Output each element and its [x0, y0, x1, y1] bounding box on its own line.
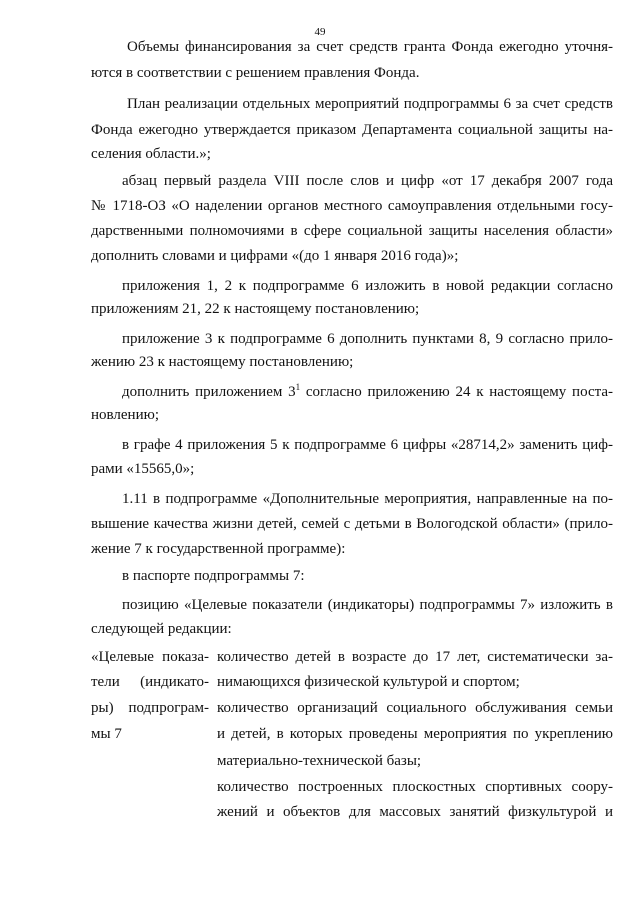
text-line: ются в соответствии с решением правления Фонда.	[91, 65, 420, 81]
table-cell-left-line: мы 7	[91, 726, 122, 742]
table-cell-right-line: нимающихся физической культурой и спортом;	[217, 674, 520, 690]
text-line: следующей редакции:	[91, 621, 232, 637]
text-fragment: дополнить приложением 3	[122, 384, 296, 400]
table-cell-left-line: тели (индикато-	[91, 674, 209, 690]
table-cell-right-line: количество организаций социального обслуживания семьи	[217, 700, 613, 716]
text-line: приложение 3 к подпрограмме 6 дополнить пунктами 8, 9 согласно прило-	[122, 331, 613, 347]
text-line: вышение качества жизни детей, семей с детьми в Вологодской области» (прило-	[91, 516, 613, 532]
text-line: жению 23 к настоящему постановлению;	[91, 354, 354, 370]
text-line: План реализации отдельных мероприятий подпрограммы 6 за счет средств	[127, 96, 613, 112]
table-cell-right-line: количество построенных плоскостных спортивных соору-	[217, 779, 613, 795]
text-line: селения области.»;	[91, 146, 211, 162]
table-cell-right-line: материально-технической базы;	[217, 753, 422, 769]
text-line: абзац первый раздела VIII после слов и цифр «от 17 декабря 2007 года	[122, 173, 613, 189]
text-line: дополнить словами и цифрами «(до 1 января 2016 года)»;	[91, 248, 459, 264]
text-line: № 1718-ОЗ «О наделении органов местного самоуправления отдельными госу-	[91, 198, 613, 214]
table-cell-left-line: «Целевые показа-	[91, 649, 209, 665]
text-line: Объемы финансирования за счет средств гранта Фонда ежегодно уточня-	[127, 39, 613, 55]
text-line: рами «15565,0»;	[91, 461, 195, 477]
text-line: позицию «Целевые показатели (индикаторы) подпрограммы 7» изложить в	[122, 597, 613, 613]
text-line: приложениям 21, 22 к настоящему постановлению;	[91, 301, 420, 317]
text-line	[122, 383, 613, 401]
text-line: дарственными полномочиями в сфере социальной защиты населения области»	[91, 223, 613, 239]
text-line: 1.11 в подпрограмме «Дополнительные мероприятия, направленные на по-	[122, 491, 613, 507]
superscript: 1	[295, 382, 301, 392]
text-line: в графе 4 приложения 5 к подпрограмме 6 цифры «28714,2» заменить циф-	[122, 437, 613, 453]
text-line: Фонда ежегодно утверждается приказом Департамента социальной защиты на-	[91, 122, 613, 138]
text-line: в паспорте подпрограммы 7:	[122, 568, 305, 584]
page-number: 49	[314, 26, 326, 38]
text-line: приложения 1, 2 к подпрограмме 6 изложить в новой редакции согласно	[122, 278, 613, 294]
text-line: новлению;	[91, 407, 159, 423]
text-line: жение 7 к государственной программе):	[91, 541, 346, 557]
table-cell-right-line: количество детей в возрасте до 17 лет, систематически за-	[217, 649, 613, 665]
table-cell-right-line: жений и объектов для массовых занятий физкультурой и	[217, 804, 613, 820]
text-fragment: согласно приложению 24 к настоящему поста-	[300, 384, 613, 400]
table-cell-left-line: ры) подпрограм-	[91, 700, 209, 716]
table-cell-right-line: и детей, в которых проведены мероприятия по укреплению	[217, 726, 613, 742]
